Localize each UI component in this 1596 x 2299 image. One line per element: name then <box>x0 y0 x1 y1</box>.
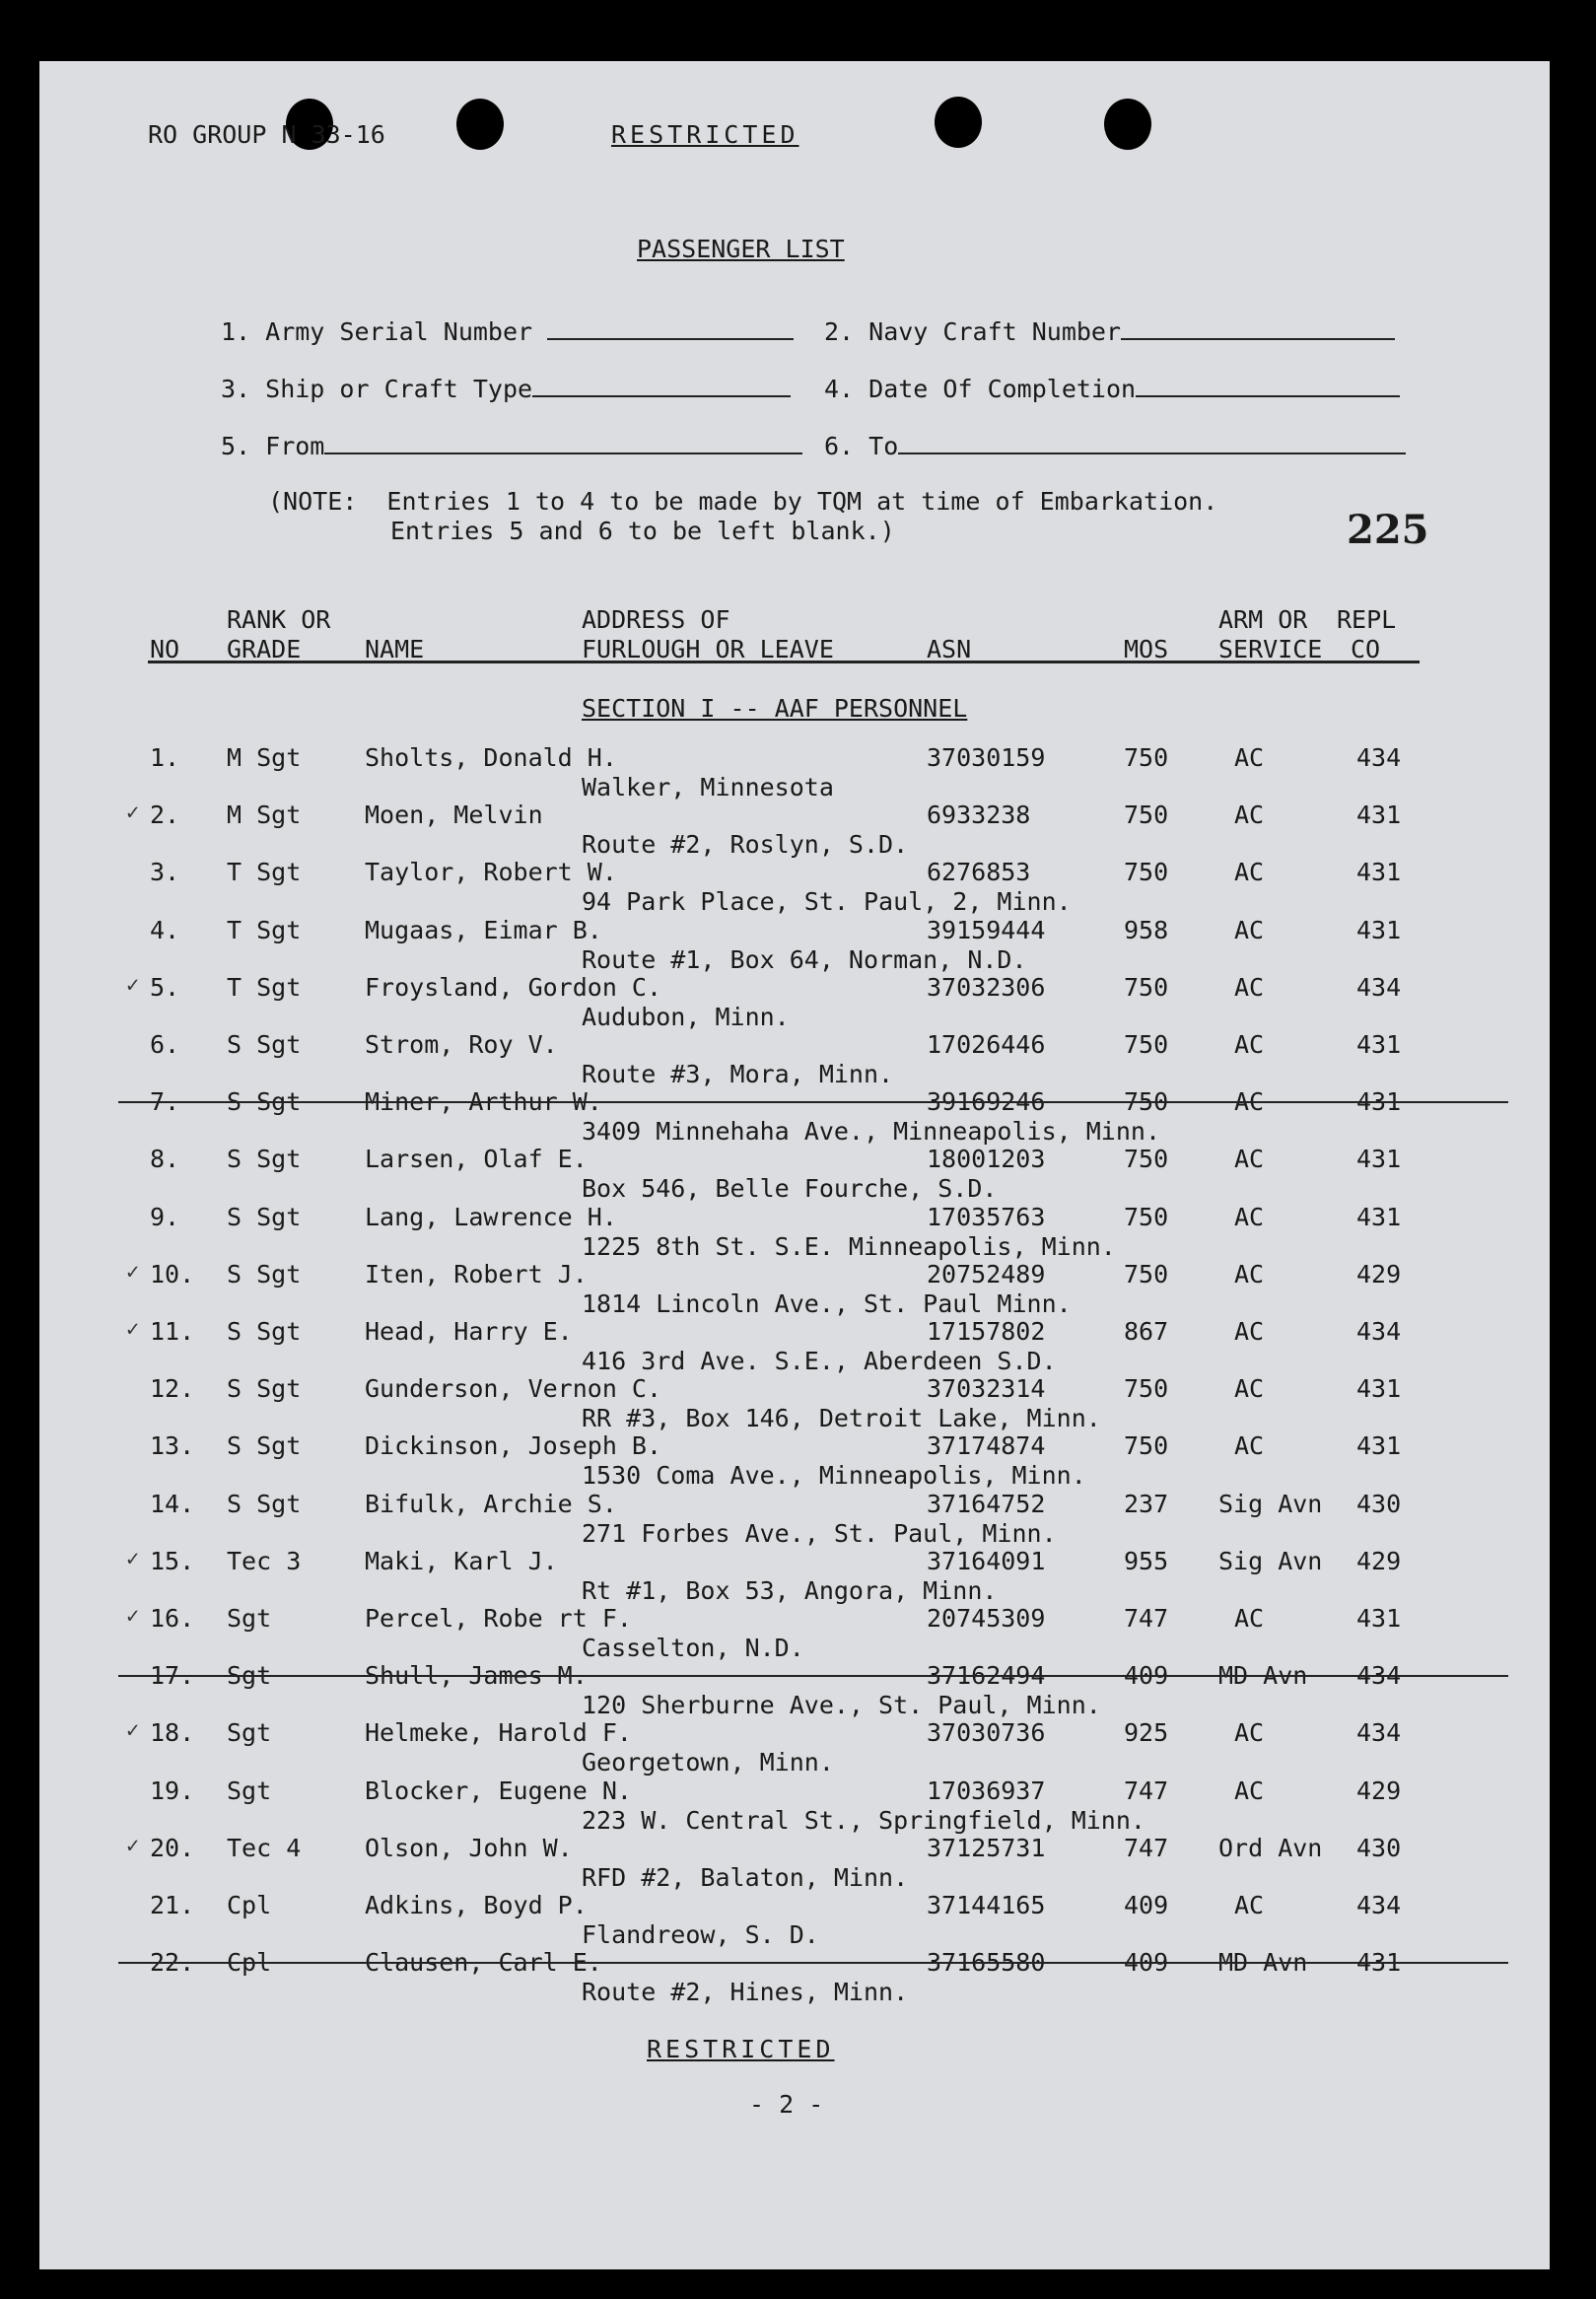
header-rule <box>148 661 1420 663</box>
row-name: Shull, James M. <box>365 1661 588 1690</box>
row-mos: 750 <box>1124 1030 1169 1059</box>
row-name: Moen, Melvin <box>365 801 543 829</box>
passenger-row <box>39 743 1550 801</box>
row-mos: 409 <box>1124 1661 1169 1690</box>
row-address: Casselton, N.D. <box>582 1634 804 1662</box>
row-number: 14. <box>150 1490 195 1518</box>
row-asn: 37030736 <box>927 1718 1046 1747</box>
row-repl-co: 430 <box>1356 1834 1402 1862</box>
row-grade: Sgt <box>227 1718 272 1747</box>
row-number: 3. <box>150 858 180 886</box>
passenger-row <box>39 973 1550 1030</box>
row-repl-co: 431 <box>1356 1374 1402 1403</box>
row-asn: 39159444 <box>927 916 1046 944</box>
row-grade: S Sgt <box>227 1317 302 1346</box>
row-name: Larsen, Olaf E. <box>365 1145 588 1173</box>
row-number: 18. <box>150 1718 195 1747</box>
passenger-row <box>39 1317 1550 1374</box>
row-address: 416 3rd Ave. S.E., Aberdeen S.D. <box>582 1347 1057 1375</box>
row-address: Rt #1, Box 53, Angora, Minn. <box>582 1576 998 1605</box>
row-asn: 17035763 <box>927 1203 1046 1231</box>
row-asn: 37174874 <box>927 1431 1046 1460</box>
row-grade: S Sgt <box>227 1374 302 1403</box>
row-mos: 750 <box>1124 1431 1169 1460</box>
row-asn: 37032306 <box>927 973 1046 1002</box>
row-service: AC <box>1234 1030 1265 1059</box>
row-mos: 750 <box>1124 973 1169 1002</box>
row-name: Iten, Robert J. <box>365 1260 588 1289</box>
row-number: 8. <box>150 1145 180 1173</box>
row-number: 17. <box>150 1661 195 1690</box>
row-address: RFD #2, Balaton, Minn. <box>582 1863 909 1892</box>
col-repl-top: REPL <box>1337 605 1397 634</box>
row-mos: 750 <box>1124 1087 1169 1116</box>
row-repl-co: 430 <box>1356 1490 1402 1518</box>
row-grade: T Sgt <box>227 916 302 944</box>
row-asn: 18001203 <box>927 1145 1046 1173</box>
row-name: Taylor, Robert W. <box>365 858 617 886</box>
form-field-2: 2. Navy Craft Number <box>824 317 1395 346</box>
row-grade: S Sgt <box>227 1431 302 1460</box>
passenger-row <box>39 1203 1550 1260</box>
row-name: Sholts, Donald H. <box>365 743 617 772</box>
row-asn: 37164752 <box>927 1490 1046 1518</box>
row-repl-co: 431 <box>1356 1948 1402 1977</box>
row-grade: Sgt <box>227 1776 272 1805</box>
group-label: RO GROUP N 33-16 <box>148 120 385 149</box>
row-address: 120 Sherburne Ave., St. Paul, Minn. <box>582 1691 1101 1719</box>
row-name: Olson, John W. <box>365 1834 573 1862</box>
passenger-row <box>39 916 1550 973</box>
row-mos: 747 <box>1124 1776 1169 1805</box>
row-asn: 17036937 <box>927 1776 1046 1805</box>
row-service: Ord Avn <box>1218 1834 1323 1862</box>
row-asn: 37144165 <box>927 1891 1046 1919</box>
row-number: 9. <box>150 1203 180 1231</box>
row-mos: 747 <box>1124 1604 1169 1633</box>
passenger-row <box>39 1547 1550 1604</box>
page-number: - 2 - <box>749 2090 824 2119</box>
row-mos: 750 <box>1124 743 1169 772</box>
col-co: CO <box>1351 635 1381 663</box>
row-service: AC <box>1234 801 1265 829</box>
row-number: 10. <box>150 1260 195 1289</box>
row-grade: S Sgt <box>227 1087 302 1116</box>
check-mark-icon: ✓ <box>126 1260 140 1285</box>
handwritten-number: 225 <box>1347 507 1429 553</box>
row-service: AC <box>1234 1776 1265 1805</box>
row-address: 1814 Lincoln Ave., St. Paul Minn. <box>582 1289 1072 1318</box>
row-name: Lang, Lawrence H. <box>365 1203 617 1231</box>
row-service: AC <box>1234 1604 1265 1633</box>
row-number: 13. <box>150 1431 195 1460</box>
row-asn: 37165580 <box>927 1948 1046 1977</box>
row-number: 16. <box>150 1604 195 1633</box>
row-number: 5. <box>150 973 180 1002</box>
row-asn: 20745309 <box>927 1604 1046 1633</box>
col-arm-top: ARM OR <box>1218 605 1308 634</box>
row-service: AC <box>1234 1317 1265 1346</box>
row-service: AC <box>1234 916 1265 944</box>
row-name: Mugaas, Eimar B. <box>365 916 602 944</box>
row-grade: M Sgt <box>227 743 302 772</box>
row-service: AC <box>1234 1891 1265 1919</box>
row-asn: 37030159 <box>927 743 1046 772</box>
col-grade: GRADE <box>227 635 302 663</box>
row-repl-co: 434 <box>1356 1661 1402 1690</box>
strikethrough-line <box>118 1962 1508 1964</box>
form-field-6: 6. To <box>824 432 1406 460</box>
row-address: 271 Forbes Ave., St. Paul, Minn. <box>582 1519 1057 1548</box>
check-mark-icon: ✓ <box>126 1317 140 1342</box>
row-name: Maki, Karl J. <box>365 1547 558 1575</box>
col-asn: ASN <box>927 635 972 663</box>
row-address: 94 Park Place, St. Paul, 2, Minn. <box>582 887 1072 916</box>
row-repl-co: 434 <box>1356 1891 1402 1919</box>
row-mos: 750 <box>1124 1203 1169 1231</box>
row-service: MD Avn <box>1218 1948 1308 1977</box>
row-asn: 6276853 <box>927 858 1031 886</box>
row-service: AC <box>1234 1431 1265 1460</box>
row-mos: 237 <box>1124 1490 1169 1518</box>
row-asn: 17026446 <box>927 1030 1046 1059</box>
row-name: Percel, Robe rt F. <box>365 1604 632 1633</box>
document-title: PASSENGER LIST <box>637 235 845 263</box>
row-name: Bifulk, Archie S. <box>365 1490 617 1518</box>
row-asn: 37164091 <box>927 1547 1046 1575</box>
strikethrough-line <box>118 1101 1508 1103</box>
row-mos: 750 <box>1124 801 1169 829</box>
row-mos: 750 <box>1124 1374 1169 1403</box>
row-repl-co: 429 <box>1356 1776 1402 1805</box>
passenger-row <box>39 1030 1550 1087</box>
row-grade: S Sgt <box>227 1260 302 1289</box>
row-address: 223 W. Central St., Springfield, Minn. <box>582 1806 1145 1835</box>
row-mos: 955 <box>1124 1547 1169 1575</box>
row-number: 12. <box>150 1374 195 1403</box>
row-asn: 37125731 <box>927 1834 1046 1862</box>
row-number: 7. <box>150 1087 180 1116</box>
row-asn: 37162494 <box>927 1661 1046 1690</box>
row-grade: S Sgt <box>227 1145 302 1173</box>
row-grade: Sgt <box>227 1604 272 1633</box>
row-name: Clausen, Carl E. <box>365 1948 602 1977</box>
row-asn: 6933238 <box>927 801 1031 829</box>
row-number: 15. <box>150 1547 195 1575</box>
row-name: Dickinson, Joseph B. <box>365 1431 662 1460</box>
row-number: 1. <box>150 743 180 772</box>
row-repl-co: 434 <box>1356 1317 1402 1346</box>
row-name: Froysland, Gordon C. <box>365 973 662 1002</box>
passenger-row <box>39 1718 1550 1776</box>
row-repl-co: 429 <box>1356 1260 1402 1289</box>
row-asn: 39169246 <box>927 1087 1046 1116</box>
row-repl-co: 434 <box>1356 743 1402 772</box>
row-repl-co: 431 <box>1356 801 1402 829</box>
form-field-1: 1. Army Serial Number <box>221 317 794 346</box>
row-service: AC <box>1234 1203 1265 1231</box>
row-name: Blocker, Eugene N. <box>365 1776 632 1805</box>
row-address: Route #2, Roslyn, S.D. <box>582 830 909 859</box>
row-grade: T Sgt <box>227 858 302 886</box>
row-mos: 747 <box>1124 1834 1169 1862</box>
passenger-row <box>39 1260 1550 1317</box>
passenger-row <box>39 1661 1550 1718</box>
row-number: 4. <box>150 916 180 944</box>
col-service: SERVICE <box>1218 635 1323 663</box>
punch-hole <box>935 97 982 148</box>
row-service: AC <box>1234 973 1265 1002</box>
classification-top: RESTRICTED <box>611 120 799 149</box>
row-grade: S Sgt <box>227 1030 302 1059</box>
row-repl-co: 431 <box>1356 916 1402 944</box>
row-mos: 750 <box>1124 1260 1169 1289</box>
col-address-top: ADDRESS OF <box>582 605 730 634</box>
row-repl-co: 429 <box>1356 1547 1402 1575</box>
classification-bottom: RESTRICTED <box>647 2035 835 2063</box>
row-number: 21. <box>150 1891 195 1919</box>
row-repl-co: 431 <box>1356 1604 1402 1633</box>
document-page <box>39 61 1550 2269</box>
passenger-row <box>39 1776 1550 1834</box>
row-name: Head, Harry E. <box>365 1317 573 1346</box>
punch-hole <box>456 99 504 150</box>
row-repl-co: 431 <box>1356 1431 1402 1460</box>
check-mark-icon: ✓ <box>126 801 140 825</box>
row-mos: 409 <box>1124 1948 1169 1977</box>
row-address: 3409 Minnehaha Ave., Minneapolis, Minn. <box>582 1117 1160 1146</box>
row-grade: S Sgt <box>227 1203 302 1231</box>
col-rank-top: RANK OR <box>227 605 331 634</box>
row-number: 22. <box>150 1948 195 1977</box>
row-number: 20. <box>150 1834 195 1862</box>
row-grade: Tec 4 <box>227 1834 302 1862</box>
row-grade: S Sgt <box>227 1490 302 1518</box>
row-service: AC <box>1234 858 1265 886</box>
passenger-row <box>39 801 1550 858</box>
row-name: Gunderson, Vernon C. <box>365 1374 662 1403</box>
row-service: AC <box>1234 1374 1265 1403</box>
note-line-2: Entries 5 and 6 to be left blank.) <box>390 517 895 545</box>
row-mos: 409 <box>1124 1891 1169 1919</box>
row-number: 2. <box>150 801 180 829</box>
row-service: Sig Avn <box>1218 1490 1323 1518</box>
row-address: Walker, Minnesota <box>582 773 834 801</box>
row-service: AC <box>1234 1718 1265 1747</box>
row-address: Route #3, Mora, Minn. <box>582 1060 894 1088</box>
passenger-row <box>39 1087 1550 1145</box>
row-number: 11. <box>150 1317 195 1346</box>
row-service: MD Avn <box>1218 1661 1308 1690</box>
row-mos: 958 <box>1124 916 1169 944</box>
row-grade: T Sgt <box>227 973 302 1002</box>
row-grade: M Sgt <box>227 801 302 829</box>
row-service: AC <box>1234 1087 1265 1116</box>
col-name: NAME <box>365 635 425 663</box>
row-mos: 925 <box>1124 1718 1169 1747</box>
row-repl-co: 431 <box>1356 1030 1402 1059</box>
note-line-1: (NOTE: Entries 1 to 4 to be made by TQM at time of Embarkation. <box>268 487 1218 516</box>
row-name: Helmeke, Harold F. <box>365 1718 632 1747</box>
row-address: Audubon, Minn. <box>582 1003 790 1031</box>
row-address: RR #3, Box 146, Detroit Lake, Minn. <box>582 1404 1101 1432</box>
form-field-4: 4. Date Of Completion <box>824 375 1400 403</box>
form-field-5: 5. From <box>221 432 802 460</box>
row-repl-co: 431 <box>1356 1145 1402 1173</box>
row-asn: 20752489 <box>927 1260 1046 1289</box>
row-address: 1225 8th St. S.E. Minneapolis, Minn. <box>582 1232 1116 1261</box>
passenger-row <box>39 1490 1550 1547</box>
row-address: Box 546, Belle Fourche, S.D. <box>582 1174 998 1203</box>
row-repl-co: 434 <box>1356 1718 1402 1747</box>
passenger-row <box>39 1145 1550 1202</box>
form-field-3: 3. Ship or Craft Type <box>221 375 791 403</box>
row-number: 19. <box>150 1776 195 1805</box>
row-grade: Cpl <box>227 1948 272 1977</box>
passenger-row <box>39 1834 1550 1891</box>
col-mos: MOS <box>1124 635 1169 663</box>
passenger-row <box>39 1604 1550 1661</box>
row-repl-co: 431 <box>1356 1203 1402 1231</box>
row-service: AC <box>1234 1260 1265 1289</box>
check-mark-icon: ✓ <box>126 1547 140 1571</box>
check-mark-icon: ✓ <box>126 973 140 998</box>
section-heading: SECTION I -- AAF PERSONNEL <box>582 694 968 723</box>
row-mos: 867 <box>1124 1317 1169 1346</box>
row-address: 1530 Coma Ave., Minneapolis, Minn. <box>582 1461 1086 1490</box>
row-repl-co: 434 <box>1356 973 1402 1002</box>
row-grade: Tec 3 <box>227 1547 302 1575</box>
punch-hole <box>1104 99 1151 150</box>
passenger-row <box>39 1374 1550 1431</box>
strikethrough-line <box>118 1675 1508 1677</box>
passenger-row <box>39 858 1550 915</box>
col-address-bottom: FURLOUGH OR LEAVE <box>582 635 834 663</box>
passenger-row <box>39 1891 1550 1948</box>
row-number: 6. <box>150 1030 180 1059</box>
row-name: Strom, Roy V. <box>365 1030 558 1059</box>
row-repl-co: 431 <box>1356 1087 1402 1116</box>
col-no: NO <box>150 635 180 663</box>
row-mos: 750 <box>1124 1145 1169 1173</box>
passenger-row <box>39 1431 1550 1489</box>
row-asn: 37032314 <box>927 1374 1046 1403</box>
row-grade: Cpl <box>227 1891 272 1919</box>
check-mark-icon: ✓ <box>126 1834 140 1858</box>
row-name: Miner, Arthur W. <box>365 1087 602 1116</box>
row-name: Adkins, Boyd P. <box>365 1891 588 1919</box>
row-grade: Sgt <box>227 1661 272 1690</box>
row-address: Georgetown, Minn. <box>582 1748 834 1776</box>
row-address: Flandreow, S. D. <box>582 1920 819 1949</box>
passenger-row <box>39 1948 1550 2005</box>
check-mark-icon: ✓ <box>126 1718 140 1743</box>
row-repl-co: 431 <box>1356 858 1402 886</box>
row-service: AC <box>1234 1145 1265 1173</box>
row-service: Sig Avn <box>1218 1547 1323 1575</box>
check-mark-icon: ✓ <box>126 1604 140 1629</box>
row-address: Route #1, Box 64, Norman, N.D. <box>582 945 1027 974</box>
row-service: AC <box>1234 743 1265 772</box>
row-asn: 17157802 <box>927 1317 1046 1346</box>
row-mos: 750 <box>1124 858 1169 886</box>
row-address: Route #2, Hines, Minn. <box>582 1978 909 2006</box>
